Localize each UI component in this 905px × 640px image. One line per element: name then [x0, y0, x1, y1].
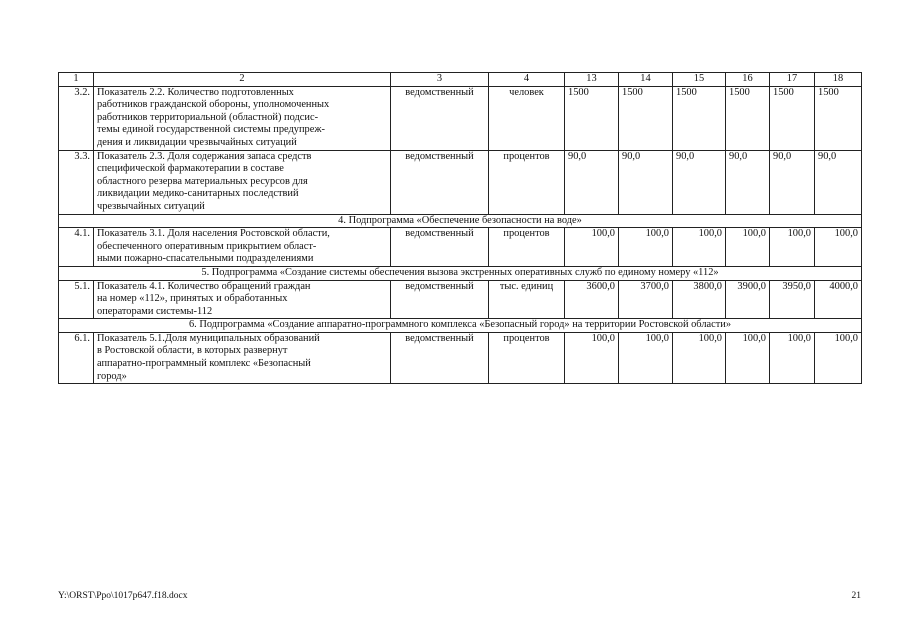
row-number: 4.1.	[59, 228, 94, 267]
table-row	[59, 280, 862, 319]
indicator-name-line: Показатель 2.2. Количество подготовленных	[97, 86, 294, 98]
unit-of-measure: процентов	[489, 150, 565, 214]
indicator-name-line: работников гражданской обороны, уполномоченных	[97, 99, 330, 111]
indicator-name	[94, 228, 391, 267]
value-cell: 3900,0	[726, 280, 770, 319]
indicator-name-line: темы единой государственной системы предупреж-	[97, 124, 326, 136]
table-row	[59, 332, 862, 383]
header-cell: 13	[565, 73, 619, 87]
indicator-name-line: Показатель 2.3. Доля содержания запаса средств	[97, 150, 312, 162]
value-cell: 90,0	[619, 150, 673, 214]
table-header-row	[59, 73, 862, 87]
indicator-type: ведомственный	[391, 150, 489, 214]
indicator-name-line: на номер «112», принятых и обработанных	[97, 293, 288, 305]
value-cell: 4000,0	[815, 280, 862, 319]
header-cell: 2	[94, 73, 391, 87]
indicator-type: ведомственный	[391, 280, 489, 319]
indicators-table	[58, 72, 862, 384]
indicator-name-line: аппаратно-программный комплекс «Безопасный	[97, 358, 311, 370]
indicator-name	[94, 332, 391, 383]
indicator-name-line: специфической фармакотерапии в составе	[97, 163, 284, 175]
value-cell: 100,0	[565, 332, 619, 383]
header-cell: 1	[59, 73, 94, 87]
value-cell: 100,0	[619, 332, 673, 383]
table-row	[59, 150, 862, 214]
table-row	[59, 228, 862, 267]
value-cell: 100,0	[673, 332, 726, 383]
indicator-name	[94, 86, 391, 150]
indicator-name-line: Показатель 4.1. Количество обращений граждан	[97, 280, 311, 292]
indicator-name-line: дения и ликвидации чрезвычайных ситуаций	[97, 136, 297, 148]
value-cell: 1500	[815, 86, 862, 150]
indicator-name-line: ными пожарно-спасательными подразделениями	[97, 253, 314, 265]
value-cell: 100,0	[726, 228, 770, 267]
header-cell: 18	[815, 73, 862, 87]
value-cell: 100,0	[565, 228, 619, 267]
indicator-name-line: Показатель 5.1.Доля муниципальных образований	[97, 332, 320, 344]
row-number: 3.3.	[59, 150, 94, 214]
indicator-name	[94, 280, 391, 319]
section-title: 4. Подпрограмма «Обеспечение безопасности на воде»	[59, 214, 862, 228]
header-cell: 17	[770, 73, 815, 87]
value-cell: 3600,0	[565, 280, 619, 319]
indicator-name-line: ликвидации медико-санитарных последствий	[97, 188, 299, 200]
indicator-name	[94, 150, 391, 214]
value-cell: 100,0	[770, 332, 815, 383]
value-cell: 90,0	[565, 150, 619, 214]
section-row	[59, 214, 862, 228]
value-cell: 90,0	[815, 150, 862, 214]
row-number: 6.1.	[59, 332, 94, 383]
row-number: 3.2.	[59, 86, 94, 150]
row-number: 5.1.	[59, 280, 94, 319]
footer-file-path: Y:\ORST\Ppo\1017p647.f18.docx	[58, 591, 188, 601]
section-row	[59, 266, 862, 280]
value-cell: 100,0	[815, 332, 862, 383]
value-cell: 3800,0	[673, 280, 726, 319]
indicator-type: ведомственный	[391, 228, 489, 267]
section-title: 5. Подпрограмма «Создание системы обеспечения вызова экстренных оперативных служб по единому номеру «112»	[59, 266, 862, 280]
section-row	[59, 319, 862, 333]
value-cell: 100,0	[770, 228, 815, 267]
indicator-name-line: город»	[97, 370, 127, 382]
table-row	[59, 86, 862, 150]
value-cell: 100,0	[815, 228, 862, 267]
indicator-name-line: обеспеченного оперативным прикрытием област-	[97, 240, 317, 252]
value-cell: 3950,0	[770, 280, 815, 319]
value-cell: 1500	[770, 86, 815, 150]
indicator-type: ведомственный	[391, 86, 489, 150]
header-cell: 14	[619, 73, 673, 87]
value-cell: 90,0	[726, 150, 770, 214]
value-cell: 1500	[619, 86, 673, 150]
unit-of-measure: человек	[489, 86, 565, 150]
value-cell: 3700,0	[619, 280, 673, 319]
indicator-name-line: работников территориальной (областной) подсис-	[97, 111, 319, 123]
indicator-name-line: чрезвычайных ситуаций	[97, 200, 205, 212]
header-cell: 4	[489, 73, 565, 87]
value-cell: 100,0	[726, 332, 770, 383]
indicator-name-line: областного резерва материальных ресурсов для	[97, 175, 308, 187]
value-cell: 1500	[673, 86, 726, 150]
unit-of-measure: процентов	[489, 332, 565, 383]
value-cell: 100,0	[673, 228, 726, 267]
indicator-type: ведомственный	[391, 332, 489, 383]
value-cell: 100,0	[619, 228, 673, 267]
header-cell: 15	[673, 73, 726, 87]
header-cell: 16	[726, 73, 770, 87]
header-cell: 3	[391, 73, 489, 87]
value-cell: 1500	[565, 86, 619, 150]
indicator-name-line: операторами системы-112	[97, 305, 213, 317]
indicator-name-line: Показатель 3.1. Доля населения Ростовской области,	[97, 228, 330, 240]
value-cell: 90,0	[770, 150, 815, 214]
section-title: 6. Подпрограмма «Создание аппаратно-программного комплекса «Безопасный город» на территории Ростовской области»	[59, 319, 862, 333]
unit-of-measure: процентов	[489, 228, 565, 267]
value-cell: 1500	[726, 86, 770, 150]
unit-of-measure: тыс. единиц	[489, 280, 565, 319]
indicator-name-line: в Ростовской области, в которых развернут	[97, 345, 288, 357]
table-body	[59, 73, 862, 384]
page-number: 21	[851, 591, 861, 601]
value-cell: 90,0	[673, 150, 726, 214]
